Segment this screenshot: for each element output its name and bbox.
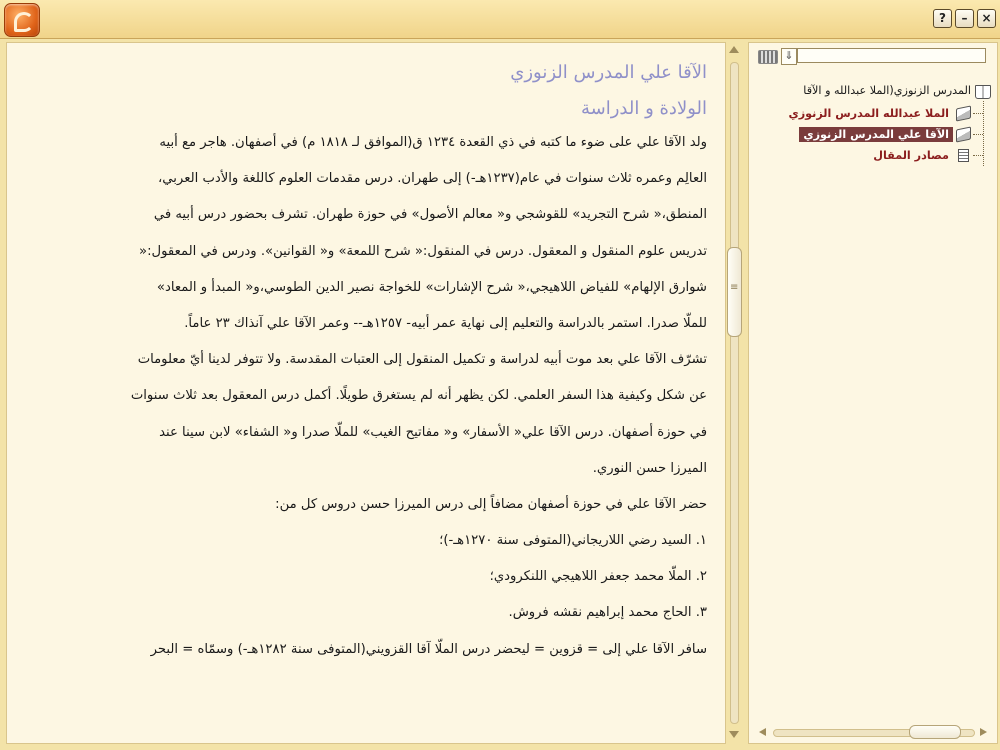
search-bar bbox=[757, 47, 989, 65]
tree-children bbox=[755, 101, 984, 166]
keyboard-icon[interactable] bbox=[758, 50, 778, 64]
app-logo-icon[interactable] bbox=[4, 3, 40, 37]
scroll-thumb[interactable] bbox=[727, 247, 742, 337]
article-pane bbox=[6, 42, 726, 744]
article-line: ١. السيد رضي اللاريجاني(المتوفى سنة ١٢٧٠هـ-)؛ bbox=[439, 533, 707, 549]
search-input[interactable] bbox=[797, 48, 986, 63]
article-text bbox=[19, 125, 707, 668]
tree-root-label: المدرس الزنوزي(الملا عبدالله و الآقا bbox=[803, 84, 971, 97]
tree-item-label: مصادر المقال bbox=[873, 149, 949, 162]
tree-item-aqa-ali[interactable] bbox=[755, 124, 983, 145]
article-line: الميرزا حسن النوري. bbox=[592, 460, 707, 476]
article-line: عن شكل وكيفية هذا السفر العلمي. لكن يظهر أنه لم يستغرق طويلًا. أكمل درس المعقول بعد ثلاث سنوات bbox=[130, 388, 707, 404]
tree-item-mulla-abdullah[interactable] bbox=[755, 103, 983, 124]
article-title: الآقا علي المدرس الزنوزي bbox=[510, 62, 707, 83]
window-controls bbox=[933, 9, 996, 28]
scroll-up-icon[interactable] bbox=[729, 46, 739, 53]
section-title: الولادة و الدراسة bbox=[581, 98, 707, 119]
close-button[interactable]: × bbox=[977, 9, 996, 28]
article-line: ولد الآقا علي على ضوء ما كتبه في ذي القعدة ١٢٣٤ ق(الموافق لـ ١٨١٨ م) في أصفهان. هاجر مع أبيه bbox=[159, 135, 707, 150]
tree-item-sources[interactable] bbox=[755, 145, 983, 166]
contents-tree bbox=[755, 81, 991, 166]
article-line: ٣. الحاج محمد إبراهيم نقشه فروش. bbox=[508, 605, 707, 621]
h-scroll-thumb[interactable] bbox=[909, 725, 961, 739]
article-line: للملّا صدرا. استمر بالدراسة والتعليم إلى نهاية عمر أبيه- ١٢٥٧هـ-- وعمر الآقا علي آنذاك ٢٣ عاماً. bbox=[184, 315, 707, 331]
search-button[interactable]: ⇓ bbox=[781, 48, 797, 65]
book-open-icon bbox=[956, 105, 971, 121]
sidebar bbox=[748, 42, 998, 744]
tree-item-label: الملا عبدالله المدرس الزنوزي bbox=[788, 107, 949, 120]
minimize-button[interactable]: – bbox=[955, 9, 974, 28]
article-body bbox=[19, 59, 707, 668]
article-line: العالِم وعمره ثلاث سنوات في عام(١٢٣٧هـ-) إلى طهران. درس مقدمات العلوم كاللغة والأدب العربي، bbox=[158, 171, 707, 187]
scroll-track[interactable] bbox=[730, 62, 739, 724]
article-line: شوارق الإلهام» للفياض اللاهيجي،« شرح الإشارات» للخواجة نصير الدين الطوسي،و« المبدأ و المعاد» bbox=[156, 279, 707, 295]
book-icon bbox=[975, 85, 991, 99]
article-scrollbar[interactable] bbox=[726, 42, 742, 742]
sidebar-h-scrollbar[interactable] bbox=[757, 725, 989, 739]
tree-root[interactable] bbox=[755, 81, 991, 101]
article-line: في حوزة أصفهان. درس الآقا علي« الأسفار» و« مفاتيح الغيب» للملّا صدرا و« الشفاء» لابن سينا عند bbox=[159, 424, 707, 440]
document-icon bbox=[958, 149, 969, 162]
article-line: المنطق،« شرح التجريد» للقوشجي و« معالم الأصول» في حوزة طهران. تشرف بحضور درس أبيه في bbox=[153, 207, 707, 223]
scroll-down-icon[interactable] bbox=[729, 731, 739, 738]
article-line: ٢. الملّا محمد جعفر اللاهيجي اللنكرودي؛ bbox=[489, 569, 707, 585]
scroll-right-icon[interactable] bbox=[980, 728, 987, 736]
article-line: حضر الآقا علي في حوزة أصفهان مضافاً إلى درس الميرزا حسن دروس كل من: bbox=[275, 496, 707, 512]
article-line: سافر الآقا علي إلى = قزوين = ليحضر درس الملّا آقا القزويني(المتوفى سنة ١٢٨٢هـ-) وسمّاه = البحر bbox=[150, 641, 707, 657]
book-open-icon bbox=[956, 126, 971, 142]
title-bar bbox=[0, 0, 1000, 39]
scroll-left-icon[interactable] bbox=[759, 728, 766, 736]
article-line: تدريس علوم المنقول و المعقول. درس في المنقول:« شرح اللمعة» و« القوانين». ودرس في المعقول:« bbox=[139, 243, 707, 259]
article-line: تشرّف الآقا علي بعد موت أبيه لدراسة و تكميل المنقول إلى العتبات المقدسة. ولا تتوفر لدينا أيّ معلومات bbox=[137, 352, 707, 368]
tree-item-label: الآقا علي المدرس الزنوزي bbox=[799, 127, 953, 142]
help-button[interactable]: ? bbox=[933, 9, 952, 28]
